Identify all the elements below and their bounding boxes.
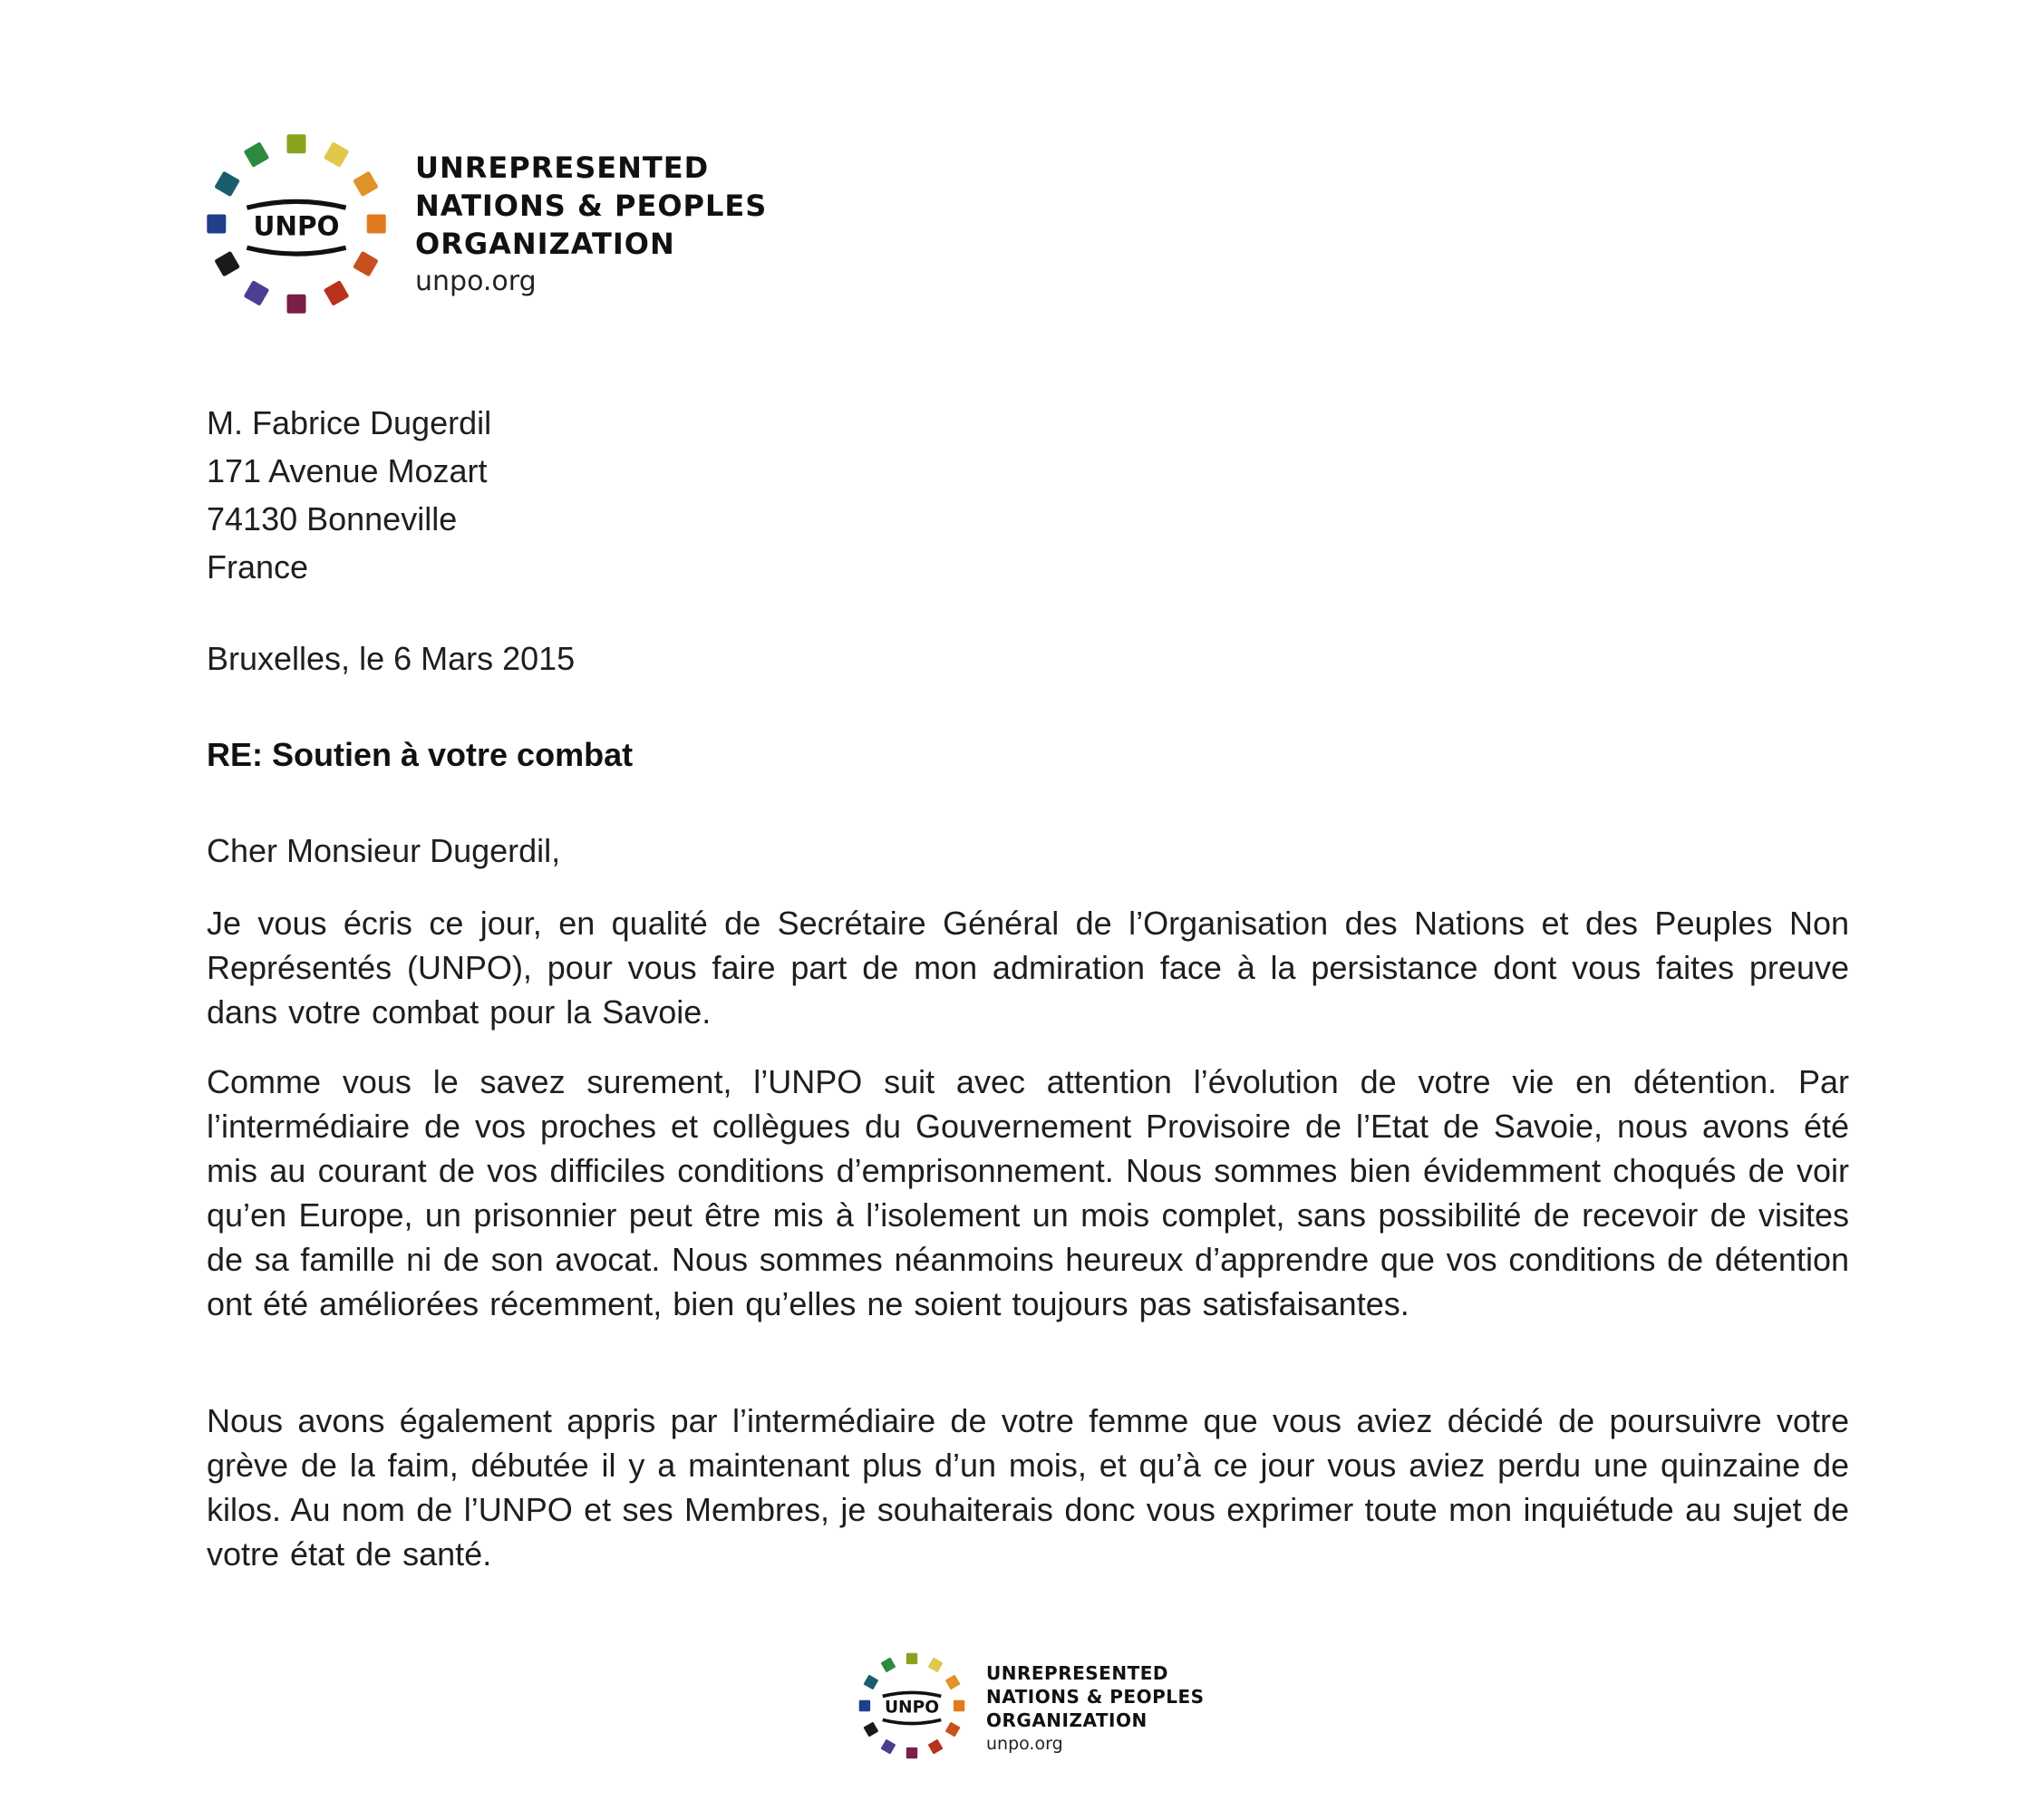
emblem-ring-segment — [244, 280, 270, 306]
salutation: Cher Monsieur Dugerdil, — [207, 832, 561, 869]
recipient-country: France — [207, 548, 309, 586]
emblem-ring-segment — [928, 1739, 944, 1755]
recipient-street: 171 Avenue Mozart — [207, 452, 488, 489]
org-name-line-3: ORGANIZATION — [415, 227, 675, 261]
footer-emblem-text: UNPO — [884, 1698, 940, 1718]
footer-unpo-emblem-svg — [856, 1650, 968, 1762]
emblem-ring-segment — [863, 1722, 878, 1738]
recipient-name: M. Fabrice Dugerdil — [207, 404, 492, 441]
emblem-ring-segment — [214, 251, 240, 277]
emblem-ring-segment — [244, 141, 270, 168]
emblem-ring-segment — [324, 141, 350, 168]
emblem-bottom-arc — [247, 247, 345, 254]
emblem-text: UNPO — [253, 210, 340, 242]
emblem-ring-segment — [367, 215, 386, 234]
footer-org-name-line-3: ORGANIZATION — [986, 1709, 1148, 1731]
unpo-emblem-svg — [201, 129, 392, 319]
emblem-ring-segment — [859, 1700, 870, 1711]
emblem-ring-segment — [353, 171, 379, 198]
emblem-top-arc — [247, 201, 345, 208]
footer-org-name-block — [986, 1661, 1205, 1756]
letter-paragraph-3: Nous avons également appris par l’intermédiaire de votre femme que vous aviez décidé de poursuivre votre grève de la faim, débutée il y a maintenant plus d’un mois, et qu’à ce jour vous aviez perdu une quinzaine de kilos. Au nom de l’UNPO et ses Membres, je souhaiterais donc vous exprimer toute mon inquiétude au sujet de votre état de santé. — [207, 1402, 1849, 1573]
emblem-ring-segment — [880, 1657, 896, 1672]
emblem-ring-segment — [287, 134, 306, 153]
org-name-line-2: NATIONS & PEOPLES — [415, 189, 768, 223]
date-line: Bruxelles, le 6 Mars 2015 — [207, 640, 576, 677]
emblem-ring-segment — [863, 1674, 878, 1689]
emblem-ring-segment — [207, 215, 226, 234]
footer-unpo-emblem — [856, 1650, 968, 1762]
org-url: unpo.org — [415, 266, 537, 297]
subject-line: RE: Soutien à votre combat — [207, 736, 634, 773]
footer-emblem-bottom-arc — [883, 1720, 941, 1724]
footer-org-name-line-2: NATIONS & PEOPLES — [986, 1686, 1205, 1708]
emblem-ring-segment — [214, 171, 240, 198]
recipient-address — [207, 399, 491, 591]
emblem-ring-segment — [324, 280, 350, 306]
footer-emblem-top-arc — [883, 1692, 941, 1696]
emblem-ring-segment — [287, 295, 306, 314]
emblem-ring-segment — [353, 251, 379, 277]
org-name-block — [415, 149, 767, 301]
emblem-ring-segment — [906, 1747, 917, 1758]
letter-paragraph-1: Je vous écris ce jour, en qualité de Secrétaire Général de l’Organisation des Nations et des Peuples Non Représentés (UNPO), pour vous faire part de mon admiration face à la persistance dont vous faites preuve dans votre combat pour la Savoie. — [207, 905, 1849, 1031]
footer-org-url: unpo.org — [986, 1734, 1063, 1754]
emblem-ring-segment — [954, 1700, 964, 1711]
unpo-emblem — [201, 129, 392, 319]
emblem-ring-segment — [928, 1657, 944, 1672]
emblem-ring-segment — [945, 1674, 961, 1689]
emblem-ring-segment — [945, 1722, 961, 1738]
org-name-line-1: UNREPRESENTED — [415, 150, 710, 185]
recipient-city: 74130 Bonneville — [207, 500, 458, 537]
footer-org-name-line-1: UNREPRESENTED — [986, 1662, 1168, 1684]
letter-paragraph-2: Comme vous le savez surement, l’UNPO suit avec attention l’évolution de votre vie en détention. Par l’intermédiaire de vos proches et collègues du Gouvernement Provisoire de l’Etat de Savoie, nous avons été mis au courant de vos difficiles conditions d’emprisonnement. Nous sommes bien évidemment choqués de voir qu’en Europe, un prisonnier peut être mis à l’isolement un mois complet, sans possibilité de recevoir de visites de sa famille ni de son avocat. Nous sommes néanmoins heureux d’apprendre que vos conditions de détention ont été améliorées récemment, bien qu’elles ne soient toujours pas satisfaisantes. — [207, 1063, 1849, 1322]
emblem-ring-segment — [880, 1739, 896, 1755]
emblem-ring-segment — [906, 1653, 917, 1664]
